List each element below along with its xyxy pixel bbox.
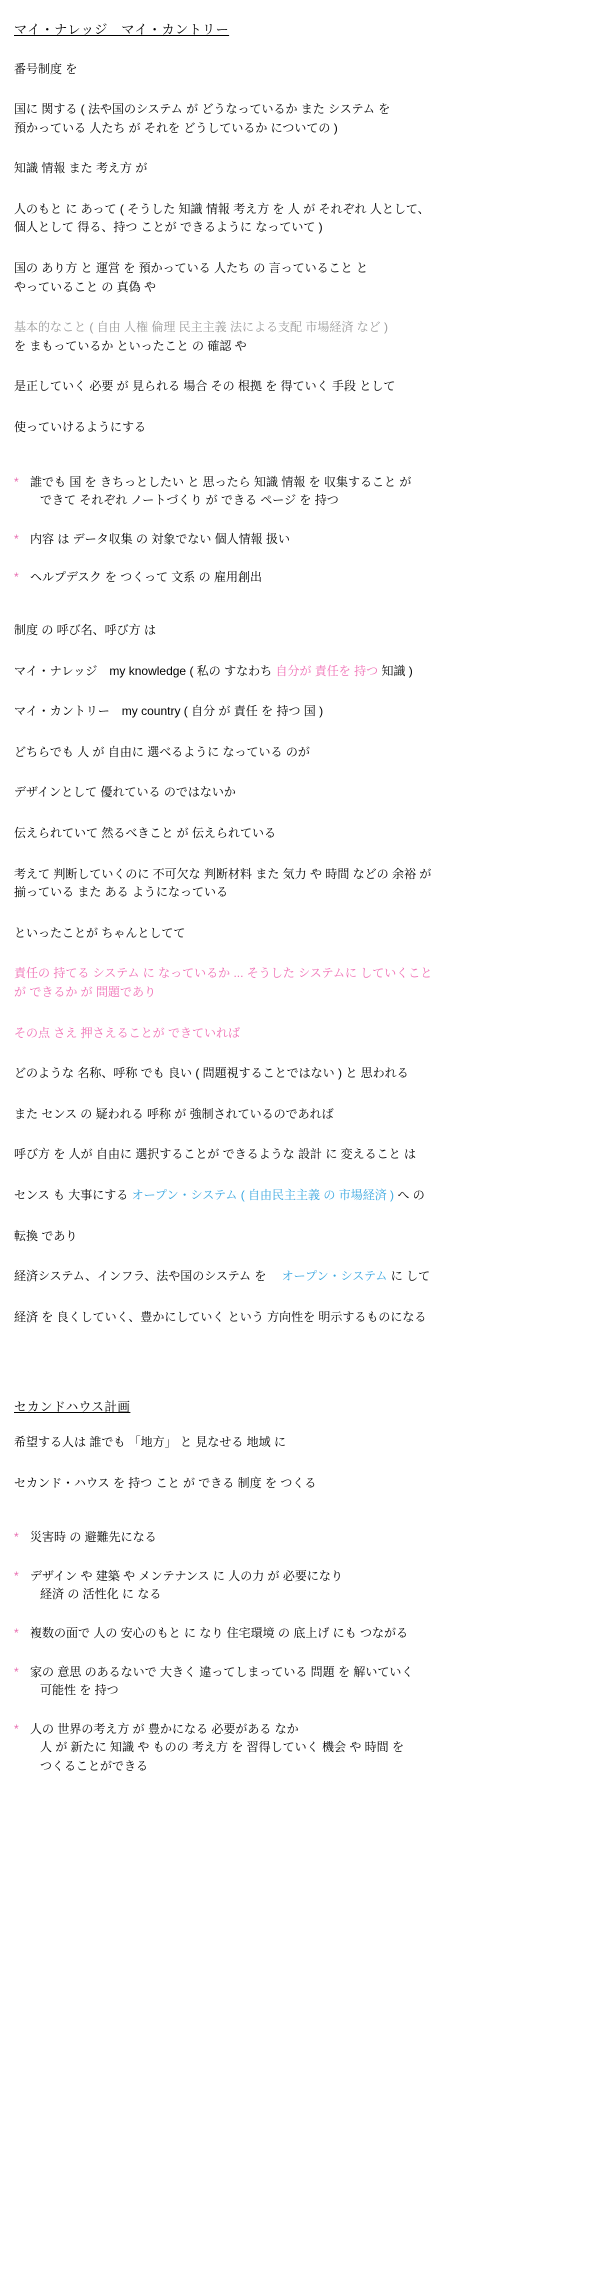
paragraph-text: に して	[387, 1269, 431, 1284]
list-item-line: 経済 の 活性化 に なる	[40, 1587, 162, 1602]
paragraph: どちらでも 人 が 自由に 選べるように なっている のが	[14, 744, 310, 759]
paragraph-line: 基本的なこと ( 自由 人権 倫理 民主主義 法による支配 市場経済 など )	[14, 320, 389, 335]
paragraph	[14, 865, 586, 902]
paragraph: どのような 名称、呼称 でも 良い ( 問題視することではない ) と 思われる	[14, 1066, 409, 1081]
paragraph-text: 経済システム、インフラ、法や国のシステム を	[14, 1269, 282, 1284]
paragraph-text: センス も 大事にする	[14, 1187, 132, 1202]
highlighted-phrase: オープン・システム ( 自由民主主義 の 市場経済 )	[131, 1187, 395, 1202]
list-item	[14, 1624, 586, 1643]
paragraph-text: マイ・ナレッジ my knowledge ( 私の すなわち	[14, 663, 276, 678]
list-item-line: デザイン や 建築 や メンテナンス に 人の力 が 必要になり	[30, 1568, 343, 1583]
paragraph: 是正していく 必要 が 見られる 場合 その 根拠 を 得ていく 手段 として	[14, 379, 396, 394]
paragraph-line: 考えて 判断していくのに 不可欠な 判断材料 また 気力 や 時間 などの 余裕 が	[14, 866, 432, 881]
list-item-line: 人の 世界の考え方 が 豊かになる 必要がある なか	[30, 1721, 299, 1736]
list-item-line: ヘルプデスク を つくって 文系 の 雇用創出	[30, 570, 262, 585]
paragraph: 使っていけるようにする	[14, 420, 147, 435]
list-item-line: 人 が 新たに 知識 や ものの 考え方 を 習得していく 機会 や 時間 を	[40, 1740, 405, 1755]
paragraph-line: 預かっている 人たち が それを どうしているか についての )	[14, 120, 338, 135]
paragraph	[14, 200, 586, 237]
paragraph: 伝えられていて 然るべきこと が 伝えられている	[14, 825, 277, 840]
paragraph-line: 人のもと に あって ( そうした 知識 情報 考え方 を 人 が それぞれ 人として、	[14, 201, 430, 216]
highlighted-phrase: 自分が 責任を 持つ	[275, 663, 379, 678]
paragraph: デザインとして 優れている のではないか	[14, 785, 236, 800]
paragraph: 経済 を 良くしていく、豊かにしていく という 方向性を 明示するものになる	[14, 1309, 427, 1324]
paragraph-line: 国の あり方 と 運営 を 預かっている 人たち の 言っていること と	[14, 261, 369, 276]
paragraph	[14, 318, 586, 355]
paragraph-line: 国に 関する ( 法や国のシステム が どうなっているか また システム を	[14, 102, 391, 117]
list-item	[14, 1720, 586, 1776]
paragraph-line: 責任の 持てる システム に なっているか ... そうした システムに していくこと	[14, 966, 433, 981]
asterisk-icon: *	[14, 1568, 19, 1583]
list-item-line: 災害時 の 避難先になる	[30, 1530, 157, 1545]
paragraph: セカンド・ハウス を 持つ こと が できる 制度 を つくる	[14, 1475, 317, 1490]
list-item	[14, 1567, 586, 1604]
list-item-line: 内容 は データ収集 の 対象でない 個人情報 扱い	[30, 531, 291, 546]
paragraph-emphasis: その点 さえ 押さえることが できていれば	[14, 1025, 241, 1040]
list-item	[14, 473, 586, 510]
list-item-line: できて それぞれ ノートづくり が できる ページ を 持つ	[40, 493, 339, 508]
paragraph: といったことが ちゃんとしてて	[14, 925, 186, 940]
paragraph: 希望する人は 誰でも 「地方」 と 見なせる 地域 に	[14, 1435, 287, 1450]
paragraph-open-system-2	[14, 1267, 586, 1286]
paragraph	[14, 100, 586, 137]
paragraph: 呼び方 を 人が 自由に 選択することが できるような 設計 に 変えること は	[14, 1147, 417, 1162]
section-heading: セカンドハウス計画	[14, 1400, 131, 1415]
paragraph-line: 揃っている また ある ようになっている	[14, 885, 229, 900]
paragraph: 制度 の 呼び名、呼び方 は	[14, 623, 157, 637]
asterisk-icon: *	[14, 1626, 19, 1640]
list-item-line: つくることができる	[40, 1758, 149, 1773]
paragraph-line: 個人として 得る、持つ ことが できるように なっていて )	[14, 220, 323, 235]
asterisk-icon: *	[14, 474, 19, 489]
paragraph: 番号制度 を	[14, 61, 78, 76]
highlighted-phrase: オープン・システム	[281, 1269, 388, 1284]
paragraph-open-system-1	[14, 1186, 586, 1205]
asterisk-icon: *	[14, 1664, 19, 1679]
list-item	[14, 530, 586, 549]
paragraph	[14, 259, 586, 296]
paragraph-text: へ の	[394, 1187, 425, 1202]
paragraph-my-knowledge	[14, 662, 586, 681]
list-item-line: 可能性 を 持つ	[40, 1683, 119, 1698]
asterisk-icon: *	[14, 570, 19, 585]
section-second-house	[14, 1398, 586, 1775]
list-item-line: 家の 意思 のあるないで 大きく 違ってしまっている 問題 を 解いていく	[30, 1664, 414, 1679]
paragraph: 知識 情報 また 考え方 が	[14, 161, 148, 176]
list-item	[14, 568, 586, 587]
paragraph-line: が できるか が 問題であり	[14, 984, 157, 999]
list-item-line: 誰でも 国 を きちっとしたい と 思ったら 知識 情報 を 収集すること が	[30, 474, 412, 489]
list-item	[14, 1663, 586, 1700]
paragraph: 転換 であり	[14, 1228, 78, 1243]
paragraph-text: 知識 )	[378, 663, 413, 678]
list-item	[14, 1528, 586, 1547]
asterisk-icon: *	[14, 1530, 19, 1545]
section-naming	[14, 621, 586, 1326]
paragraph-line: を まもっているか といったこと の 確認 や	[14, 338, 247, 353]
paragraph-my-country: マイ・カントリー my country ( 自分 が 責任 を 持つ 国 )	[14, 704, 324, 719]
paragraph-line: やっていること の 真偽 や	[14, 279, 157, 294]
section-bullets-1	[14, 473, 586, 587]
asterisk-icon: *	[14, 531, 19, 546]
asterisk-icon: *	[14, 1721, 19, 1736]
section-intro	[14, 60, 586, 437]
list-item-line: 複数の面で 人の 安心のもと に なり 住宅環境 の 底上げ にも つながる	[30, 1626, 409, 1640]
paragraph: また センス の 疑われる 呼称 が 強制されているのであれば	[14, 1106, 334, 1121]
paragraph-emphasis	[14, 964, 586, 1001]
page-title: マイ・ナレッジ マイ・カントリー	[14, 22, 230, 37]
